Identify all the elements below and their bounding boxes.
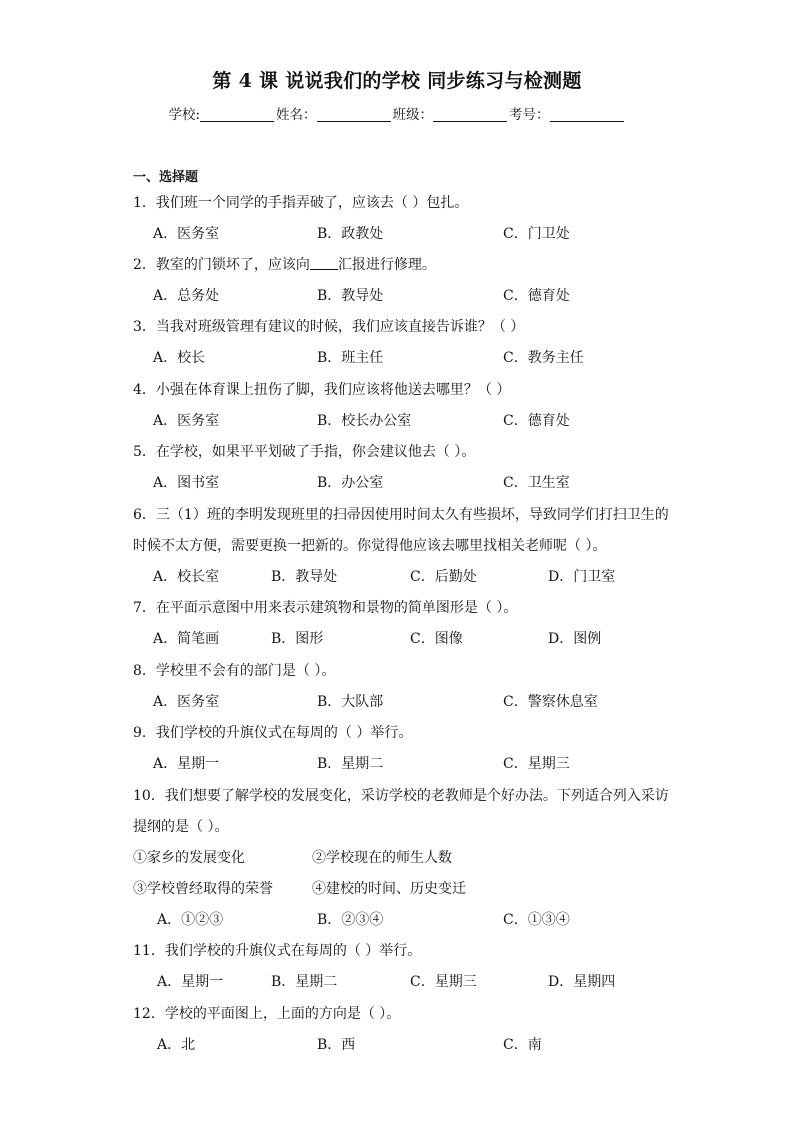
school-blank[interactable]: [200, 107, 274, 122]
question-10-item-3: ③学校曾经取得的荣誉: [133, 881, 273, 897]
question-8-stem: 8．学校里不会有的部门是（ ）。: [133, 663, 336, 679]
question-10-item-4: ④建校的时间、历史变迁: [312, 881, 466, 897]
question-8-option-b[interactable]: B．大队部: [317, 694, 384, 710]
question-10-option-b[interactable]: B．②③④: [317, 912, 384, 928]
name-label: 姓名：: [276, 107, 317, 123]
question-4-stem: 4．小强在体育课上扭伤了脚，我们应该将他送去哪里？（ ）: [133, 382, 511, 398]
question-9-option-b[interactable]: B．星期二: [317, 756, 384, 772]
question-1-stem: 1．我们班一个同学的手指弄破了，应该去（ ）包扎。: [133, 195, 469, 211]
question-10-item-2: ②学校现在的师生人数: [312, 850, 452, 866]
section-heading: 一、选择题: [133, 170, 199, 185]
question-2-option-c[interactable]: C．德育处: [503, 288, 570, 304]
question-10-option-a[interactable]: A．①②③: [157, 912, 224, 928]
question-5-option-b[interactable]: B．办公室: [317, 475, 384, 491]
question-12-option-a[interactable]: A．北: [157, 1037, 196, 1053]
question-1-option-b[interactable]: B．政教处: [317, 226, 384, 242]
question-11-stem: 11．我们学校的升旗仪式在每周的（ ）举行。: [133, 943, 422, 959]
question-11-option-a[interactable]: A．星期一: [157, 974, 224, 990]
question-2-option-a[interactable]: A．总务处: [153, 288, 220, 304]
question-1-option-a[interactable]: A．医务室: [153, 226, 220, 242]
question-3-option-b[interactable]: B．班主任: [317, 350, 384, 366]
exam-no-label: 考号：: [509, 107, 550, 123]
question-11-option-c[interactable]: C．星期三: [410, 974, 477, 990]
question-11-option-d[interactable]: D．星期四: [548, 974, 616, 990]
student-info-line: [0, 103, 794, 123]
question-9-option-a[interactable]: A．星期一: [153, 756, 220, 772]
question-4-option-c[interactable]: C．德育处: [503, 413, 570, 429]
question-6-stem-continued: 时候不太方便，需要更换一把新的。你觉得他应该去哪里找相关老师呢（ ）。: [133, 538, 607, 554]
question-9-stem: 9．我们学校的升旗仪式在每周的（ ）举行。: [133, 725, 413, 741]
question-10-stem-continued: 提纲的是（ ）。: [133, 819, 229, 835]
question-12-option-b[interactable]: B．西: [317, 1037, 356, 1053]
exam-no-blank[interactable]: [550, 107, 624, 122]
question-5-stem: 5．在学校，如果平平划破了手指，你会建议他去（ ）。: [133, 444, 476, 460]
question-12-option-c[interactable]: C．南: [503, 1037, 542, 1053]
question-5-option-a[interactable]: A．图书室: [153, 475, 220, 491]
question-12-stem: 12．学校的平面图上，上面的方向是（ ）。: [133, 1006, 401, 1022]
class-blank[interactable]: [433, 107, 507, 122]
question-1-option-c[interactable]: C．门卫处: [503, 226, 570, 242]
class-label: 班级：: [392, 107, 434, 123]
question-3-option-c[interactable]: C．教务主任: [503, 350, 584, 366]
question-6-option-d[interactable]: D．门卫室: [548, 569, 616, 585]
question-2-answer-blank[interactable]: [310, 257, 338, 270]
question-6-option-a[interactable]: A．校长室: [153, 569, 220, 585]
question-6-option-c[interactable]: C．后勤处: [410, 569, 477, 585]
question-2-stem-part-1: 2．教室的门锁坏了，应该向: [133, 257, 310, 273]
question-3-option-a[interactable]: A．校长: [153, 350, 206, 366]
question-5-option-c[interactable]: C．卫生室: [503, 475, 570, 491]
question-4-option-b[interactable]: B．校长办公室: [317, 413, 412, 429]
question-7-option-a[interactable]: A．简笔画: [153, 631, 220, 647]
question-10-item-1: ①家乡的发展变化: [133, 850, 245, 866]
question-10-stem: 10．我们想要了解学校的发展变化，采访学校的老教师是个好办法。下列适合列入采访: [133, 788, 669, 804]
question-4-option-a[interactable]: A．医务室: [153, 413, 220, 429]
question-7-option-b[interactable]: B．图形: [271, 631, 324, 647]
question-7-option-c[interactable]: C．图像: [410, 631, 463, 647]
question-6-stem: 6．三（1）班的李明发现班里的扫帚因使用时间太久有些损坏，导致同学们打扫卫生的: [133, 507, 669, 523]
question-11-option-b[interactable]: B．星期二: [271, 974, 338, 990]
question-2-stem-part-2: 汇报进行修理。: [337, 257, 436, 273]
question-7-option-d[interactable]: D．图例: [548, 631, 602, 647]
question-9-option-c[interactable]: C．星期三: [503, 756, 570, 772]
question-6-option-b[interactable]: B．教导处: [271, 569, 338, 585]
question-2-stem: [133, 254, 436, 274]
school-label: 学校:: [168, 107, 201, 123]
question-8-option-a[interactable]: A．医务室: [153, 694, 220, 710]
question-2-option-b[interactable]: B．教导处: [317, 288, 384, 304]
name-blank[interactable]: [317, 107, 391, 122]
page-title: 第 4 课 说说我们的学校 同步练习与检测题: [212, 70, 582, 92]
question-10-option-c[interactable]: C．①③④: [503, 912, 570, 928]
question-8-option-c[interactable]: C．警察休息室: [503, 694, 598, 710]
question-7-stem: 7．在平面示意图中用来表示建筑物和景物的简单图形是（ ）。: [133, 600, 518, 616]
question-3-stem: 3．当我对班级管理有建议的时候，我们应该直接告诉谁？（ ）: [133, 319, 525, 335]
